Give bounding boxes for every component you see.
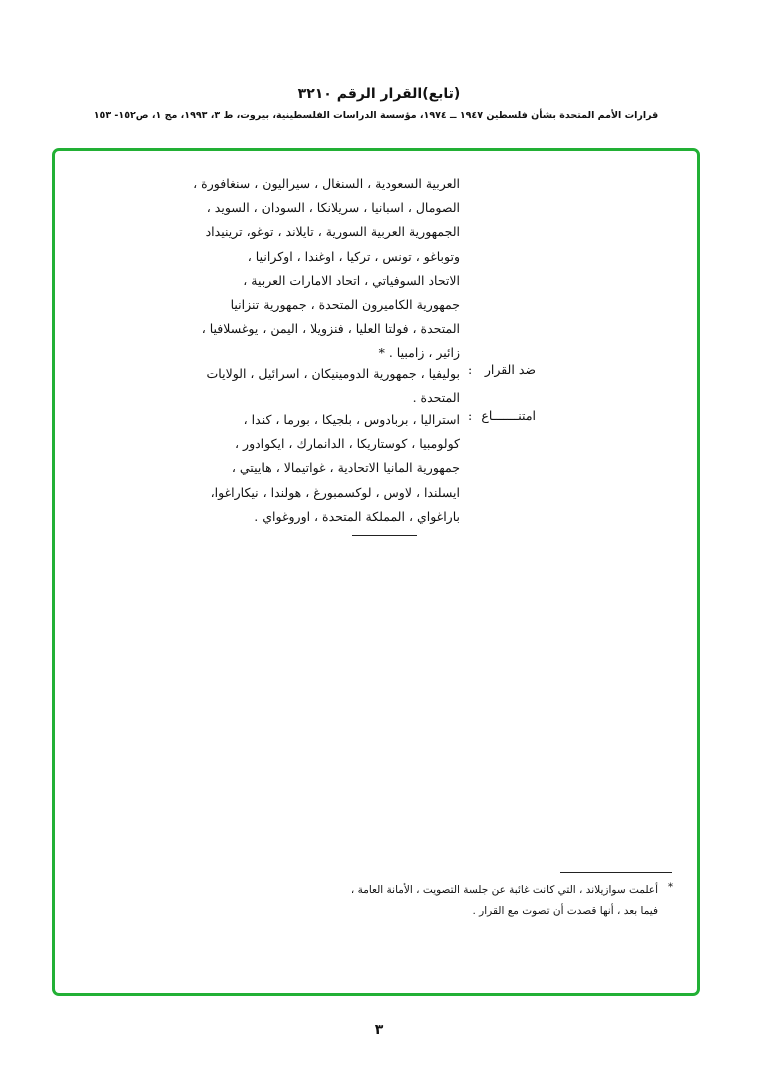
against-country-list	[198, 362, 460, 410]
against-label: ضد القرار	[484, 362, 536, 377]
list-line: جمهورية الكاميرون المتحدة ، جمهورية تنزانيا	[230, 297, 460, 313]
list-line: العربية السعودية ، السنغال ، سيراليون ، سنغافورة ،	[193, 176, 460, 191]
footnote-marker: *	[668, 882, 673, 893]
abstain-country-list	[198, 408, 460, 529]
list-line: الجمهورية العربية السورية ، تايلاند ، توغو، ترينيداد	[205, 224, 460, 240]
page-number: ٣	[374, 1022, 384, 1038]
abstain-colon: :	[468, 408, 473, 423]
footnote-text	[350, 880, 658, 922]
list-line: الاتحاد السوفياتي ، اتحاد الامارات العربية ،	[243, 272, 460, 288]
list-line: المتحدة ، فولتا العليا ، فنزويلا ، اليمن ، يوغسلافيا ،	[201, 321, 460, 337]
page-title: (تابع)القرار الرقم ٣٢١٠	[297, 86, 461, 102]
list-line: زائير ، زامبيا . *	[378, 345, 460, 361]
list-line: جمهورية المانيا الاتحادية ، غواتيمالا ، هاييتي ،	[231, 460, 460, 476]
list-line: المتحدة .	[412, 390, 460, 406]
footnote-line: فيما بعد ، أنها قصدت أن تصوت مع القرار .	[472, 905, 658, 917]
list-line: باراغواي ، المملكة المتحدة ، اوروغواي .	[254, 508, 460, 524]
footnote-line: أعلمت سوازيلاند ، التي كانت غائبة عن جلسة التصويت ، الأمانة العامة ،	[350, 884, 658, 896]
continued-country-list	[193, 172, 460, 366]
against-colon: :	[468, 362, 473, 377]
list-line: بوليفيا ، جمهورية الدومينيكان ، اسرائيل ، الولايات	[206, 366, 460, 381]
source-citation: قرارات الأمم المتحدة بشأن فلسطين ١٩٤٧ ــ ١٩٧٤، مؤسسة الدراسات الفلسطينية، بيروت، ط ٣، ١٩٩٣، مج ١، ص١٥٢- ١٥٣	[93, 110, 659, 121]
section-end-rule	[352, 535, 417, 536]
list-line: استراليا ، بربادوس ، بلجيكا ، بورما ، كندا ،	[243, 412, 460, 427]
footnote-separator	[560, 872, 672, 873]
list-line: ايسلندا ، لاوس ، لوكسمبورغ ، هولندا ، نيكاراغوا،	[210, 484, 460, 500]
list-line: الصومال ، اسبانيا ، سريلانكا ، السودان ، السويد ،	[206, 200, 460, 216]
abstain-label: امتنـــــــاع	[481, 408, 536, 423]
list-line: كولومبيا ، كوستاريكا ، الدانمارك ، ايكوادور ،	[235, 436, 460, 452]
list-line: وتوباغو ، تونس ، تركيا ، اوغندا ، اوكرانيا ،	[247, 248, 460, 264]
